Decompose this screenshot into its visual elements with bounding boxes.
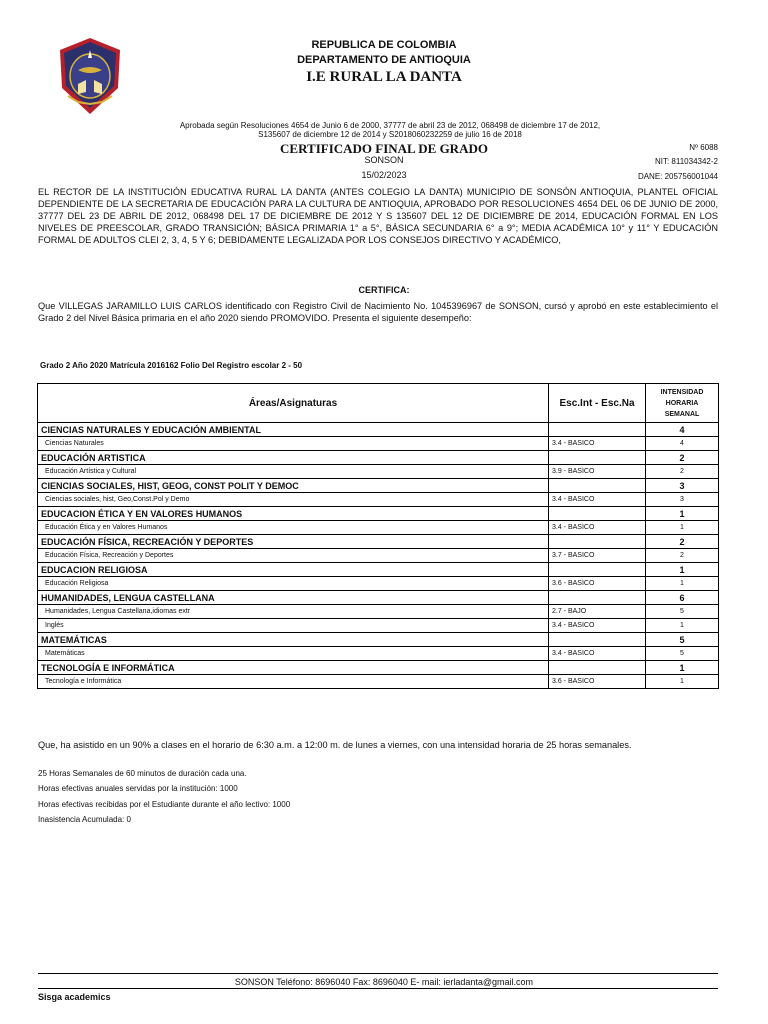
approval-line-2: S135607 de diciembre 12 de 2014 y S2018060232259 de julio 16 de 2018 [258,130,522,139]
area-row [38,451,719,465]
subject-hours: 3 [646,493,719,507]
department-heading: DEPARTAMENTO DE ANTIOQUIA [297,54,471,66]
subject-name: Educación Ética y en Valores Humanos [38,521,549,535]
approval-resolutions [150,121,630,139]
area-scale-empty [549,479,646,493]
subject-grade: 3.7 - BASICO [549,549,646,563]
area-row [38,591,719,605]
intensity-label-1: INTENSIDAD [660,388,704,396]
area-hours: 1 [646,507,719,521]
area-row [38,535,719,549]
area-hours: 3 [646,479,719,493]
subject-grade: 3.4 - BASICO [549,619,646,633]
software-credit: Sisga academics [38,992,111,1002]
column-header-scale: Esc.Int - Esc.Na [549,384,646,423]
dane-code: DANE: 205756001044 [637,172,718,181]
subject-hours: 2 [646,549,719,563]
attendance-statement: Que, ha asistido en un 90% a clases en el horario de 6:30 a.m. a 12:00 m. de lunes a viernes, con una intensidad horaria de 25 horas semanales. [38,740,632,750]
area-hours: 1 [646,661,719,675]
subject-row [38,437,719,451]
area-name: MATEMÁTICAS [38,633,549,647]
grades-table-body [38,423,719,689]
subject-row [38,493,719,507]
area-scale-empty [549,535,646,549]
subject-hours: 1 [646,619,719,633]
column-header-intensity [646,384,719,423]
area-row [38,423,719,437]
issue-date: 15/02/2023 [361,170,407,180]
subject-row [38,521,719,535]
subject-grade: 3.4 - BASICO [549,493,646,507]
subject-name: Inglés [38,619,549,633]
area-name: TECNOLOGÍA E INFORMÁTICA [38,661,549,675]
subject-hours: 5 [646,605,719,619]
subject-name: Ciencias sociales, hist, Geo,Const.Pol y Demo [38,493,549,507]
footer-divider-top [38,973,718,974]
area-scale-empty [549,507,646,521]
area-hours: 1 [646,563,719,577]
intensity-label-2: HORARIA [665,399,699,407]
area-hours: 6 [646,591,719,605]
approval-line-1: Aprobada según Resoluciones 4654 de Junio 6 de 2000, 37777 de abril 23 de 2012, 068498 de diciembre 17 de 2012, [179,121,601,130]
subject-row [38,647,719,661]
subject-hours: 1 [646,577,719,591]
area-scale-empty [549,563,646,577]
subject-name: Ciencias Naturales [38,437,549,451]
subject-grade: 3.6 - BASICO [549,577,646,591]
subject-hours: 4 [646,437,719,451]
grade-registration-line: Grado 2 Año 2020 Matrícula 2016162 Folio Del Registro escolar 2 - 50 [40,361,303,370]
subject-hours: 1 [646,521,719,535]
nit-number: NIT: 811034342-2 [654,157,718,166]
area-name: CIENCIAS SOCIALES, HIST, GEOG, CONST POLIT Y DEMOC [38,479,549,493]
city: SONSON [364,155,404,165]
student-hours-note: Horas efectivas recibidas por el Estudiante durante el año lectivo: 1000 [38,800,291,809]
area-scale-empty [549,591,646,605]
area-scale-empty [549,633,646,647]
contact-info: SONSON Teléfono: 8696040 Fax: 8696040 E- mail: ierladanta@gmail.com [234,977,534,987]
subject-name: Tecnología e Informática [38,675,549,689]
subject-row [38,619,719,633]
subject-grade: 3.4 - BASICO [549,437,646,451]
institution-heading: I.E RURAL LA DANTA [306,69,462,85]
subject-hours: 1 [646,675,719,689]
grades-table [37,383,719,689]
subject-grade: 3.4 - BASICO [549,647,646,661]
subject-grade: 3.4 - BASICO [549,521,646,535]
area-hours: 5 [646,633,719,647]
subject-name: Educación Religiosa [38,577,549,591]
column-header-areas: Áreas/Asignaturas [38,384,549,423]
subject-grade: 2.7 - BAJO [549,605,646,619]
institution-hours-note: Horas efectivas anuales servidas por la institución: 1000 [38,784,238,793]
subject-row [38,549,719,563]
subject-grade: 3.6 - BASICO [549,675,646,689]
area-row [38,563,719,577]
area-name: EDUCACION RELIGIOSA [38,563,549,577]
certificate-number: Nº 6088 [689,143,718,152]
area-name: EDUCACION ÉTICA Y EN VALORES HUMANOS [38,507,549,521]
area-name: HUMANIDADES, LENGUA CASTELLANA [38,591,549,605]
area-name: CIENCIAS NATURALES Y EDUCACIÓN AMBIENTAL [38,423,549,437]
area-hours: 2 [646,451,719,465]
subject-hours: 2 [646,465,719,479]
country-heading: REPUBLICA DE COLOMBIA [311,39,457,51]
subject-row [38,465,719,479]
area-name: EDUCACIÓN FÍSICA, RECREACIÓN Y DEPORTES [38,535,549,549]
area-row [38,661,719,675]
footer-divider-bottom [38,988,718,989]
area-row [38,507,719,521]
rector-introduction: EL RECTOR DE LA INSTITUCIÓN EDUCATIVA RURAL LA DANTA (ANTES COLEGIO LA DANTA) MUNICIPIO DE SONSÓN ANTIOQUIA, PLANTEL OFICIAL DEPENDIENTE DE LA SECRETARIA DE EDUCACIÓN PARA LA CULTURA DE ANTIOQUIA, APROBADO POR RESOLUCIONES 4654 DEL 06 DE JUNIO DE 2000, 37777 DEL 23 DE ABRIL DE 2012, 068498 DEL 17 DE DICIEMBRE DE 2012 Y S 135607 DEL 12 DE DICIEMBRE DE 2014, EDUCACIÓN FORMAL EN LOS NIVELES DE PREESCOLAR, GRADO TRANSICIÓN; BÁSICA PRIMARIA 1° a 5°, BÁSICA SECUNDARIA 6° a 9°; MEDIA ACADÉMICA 10° y 11° Y EDUCACIÓN FORMAL DE ADULTOS CLEI 2, 3, 4, 5 Y 6; DEBIDAMENTE LEGALIZADA POR LOS CONSEJOS DIRECTIVO Y ACADÉMICO, [38,187,718,245]
area-scale-empty [549,451,646,465]
certificate-title: CERTIFICADO FINAL DE GRADO [280,141,488,156]
subject-name: Educación Física, Recreación y Deportes [38,549,549,563]
subject-row [38,675,719,689]
area-scale-empty [549,661,646,675]
subject-row [38,605,719,619]
subject-row [38,577,719,591]
area-hours: 2 [646,535,719,549]
certifica-heading: CERTIFICA: [358,285,410,295]
area-row [38,633,719,647]
student-statement: Que VILLEGAS JARAMILLO LUIS CARLOS identificado con Registro Civil de Nacimiento No. 1045396967 de SONSON, cursó y aprobó en este establecimiento el Grado 2 del Nivel Básica primaria en el año 2020 siendo PROMOVIDO. Presenta el siguiente desempeño: [38,301,718,323]
subject-name: Matemáticas [38,647,549,661]
intensity-label-3: SEMANAL [664,410,700,418]
subject-grade: 3.9 - BASICO [549,465,646,479]
area-hours: 4 [646,423,719,437]
subject-name: Humanidades, Lengua Castellana,idiomas extr [38,605,549,619]
area-row [38,479,719,493]
absence-note: Inasistencia Acumulada: 0 [38,815,131,824]
area-name: EDUCACIÓN ARTISTICA [38,451,549,465]
subject-name: Educación Artística y Cultural [38,465,549,479]
subject-hours: 5 [646,647,719,661]
area-scale-empty [549,423,646,437]
weekly-hours-note: 25 Horas Semanales de 60 minutos de duración cada una. [38,769,247,778]
